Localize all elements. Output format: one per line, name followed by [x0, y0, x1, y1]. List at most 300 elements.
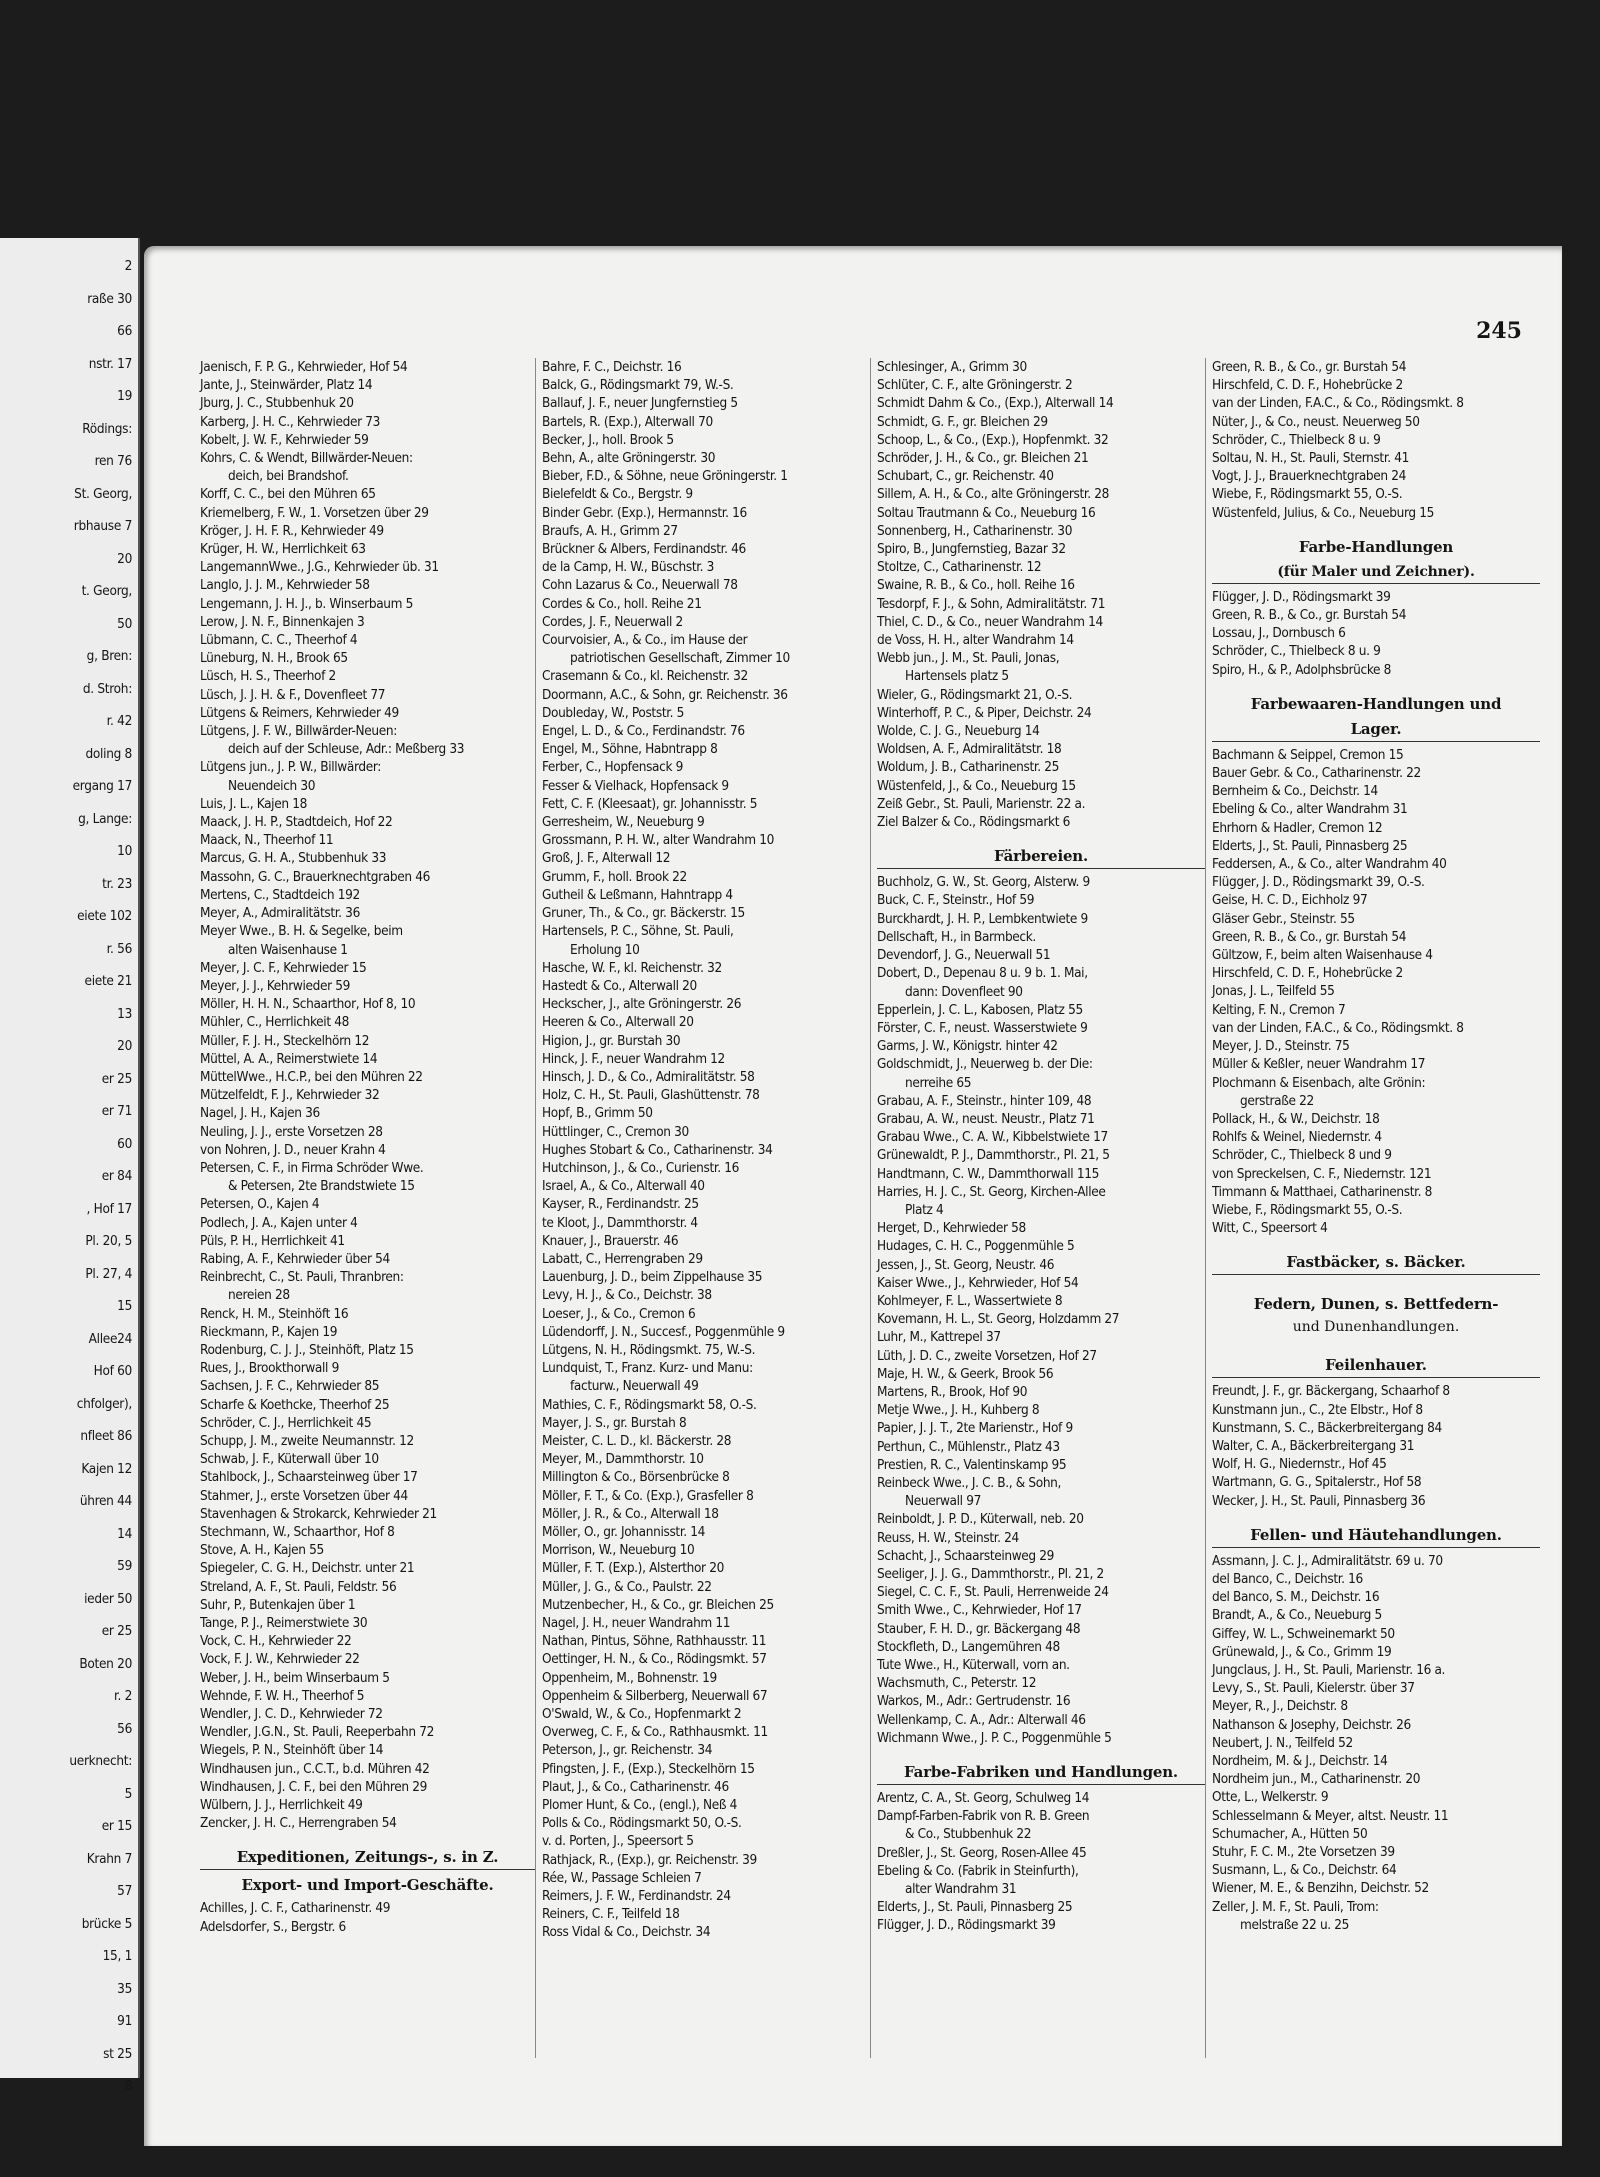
directory-entry-continuation: facturw., Neuerwall 49: [570, 1378, 699, 1395]
directory-entry: Reinboldt, J. P. D., Küterwall, neb. 20: [877, 1511, 1084, 1528]
directory-entry: Wieler, G., Rödingsmarkt 21, O.-S.: [877, 686, 1073, 703]
directory-entry: Meyer, J. D., Steinstr. 75: [1212, 1038, 1350, 1055]
directory-entry: von Spreckelsen, C. F., Niedernstr. 121: [1212, 1165, 1432, 1182]
directory-entry: Maack, J. H. P., Stadtdeich, Hof 22: [200, 814, 393, 831]
left-page-fragment: 10: [117, 843, 132, 859]
left-page-fragment: 19: [117, 388, 132, 404]
directory-entry: Elderts, J., St. Pauli, Pinnasberg 25: [1212, 837, 1408, 854]
directory-entry: Rathjack, R., (Exp.), gr. Reichenstr. 39: [542, 1851, 757, 1868]
directory-entry: Grünewald, J., & Co., Grimm 19: [1212, 1643, 1392, 1660]
directory-entry-continuation: Hartensels platz 5: [905, 668, 1009, 685]
directory-entry: Weber, J. H., beim Winserbaum 5: [200, 1669, 390, 1686]
directory-entry: Schubart, C., gr. Reichenstr. 40: [877, 468, 1054, 485]
directory-entry: Witt, C., Speersort 4: [1212, 1220, 1328, 1237]
left-page-fragment: Hof 60: [93, 1363, 132, 1379]
directory-entry: Plochmann & Eisenbach, alte Grönin:: [1212, 1074, 1426, 1091]
directory-entry-continuation: & Petersen, 2te Brandstwiete 15: [228, 1178, 415, 1195]
left-page-fragment: er 25: [101, 1623, 132, 1639]
directory-entry: Rieckmann, P., Kajen 19: [200, 1323, 338, 1340]
directory-entry: Nathan, Pintus, Söhne, Rathhausstr. 11: [542, 1633, 767, 1650]
left-page-fragment: , Hof 17: [86, 1200, 132, 1217]
column-3: [870, 358, 1205, 2058]
directory-entry: de Voss, H. H., alter Wandrahm 14: [877, 632, 1074, 649]
directory-entry: Warkos, M., Adr.: Gertrudenstr. 16: [877, 1693, 1071, 1710]
directory-entry: Vock, F. J. W., Kehrwieder 22: [200, 1651, 360, 1668]
directory-entry: Mützelfeldt, F. J., Kehrwieder 32: [200, 1087, 380, 1104]
directory-entry: Dreßler, J., St. Georg, Rosen-Allee 45: [877, 1844, 1087, 1861]
directory-entry: Bahre, F. C., Deichstr. 16: [542, 359, 682, 375]
section-gap: [200, 1832, 535, 1842]
directory-entry-continuation: Neuendeich 30: [228, 777, 316, 794]
directory-entry: Wehnde, F. W. H., Theerhof 5: [200, 1687, 365, 1704]
directory-entry: Möller, O., gr. Johannisstr. 14: [542, 1524, 705, 1540]
directory-entry: Meyer, A., Admiralitätstr. 36: [200, 905, 360, 922]
directory-entry: Gruner, Th., & Co., gr. Bäckerstr. 15: [542, 905, 745, 922]
directory-entry: Giffey, W. L., Schweinemarkt 50: [1212, 1625, 1395, 1642]
directory-entry: Peterson, J., gr. Reichenstr. 34: [542, 1742, 713, 1759]
directory-entry: Reinbrecht, C., St. Pauli, Thranbren:: [200, 1269, 404, 1286]
directory-entry: Lüneburg, N. H., Brook 65: [200, 650, 348, 667]
left-page-fragment: 20: [117, 1038, 132, 1054]
directory-entry: Harries, H. J. C., St. Georg, Kirchen-Allee: [877, 1183, 1106, 1200]
directory-entry: Mutzenbecher, H., & Co., gr. Bleichen 25: [542, 1596, 774, 1613]
directory-entry: Wendler, J. C. D., Kehrwieder 72: [200, 1706, 383, 1723]
directory-entry: Wichmann Wwe., J. P. C., Poggenmühle 5: [877, 1729, 1112, 1746]
directory-entry: Kriemelberg, F. W., 1. Vorsetzen über 29: [200, 504, 429, 521]
directory-entry: Jburg, J. C., Stubbenhuk 20: [200, 395, 354, 412]
directory-entry: Wülbern, J. J., Herrlichkeit 49: [200, 1797, 363, 1814]
directory-entry: Soltau Trautmann & Co., Neueburg 16: [877, 504, 1096, 521]
directory-entry: Püls, P. H., Herrlichkeit 41: [200, 1232, 345, 1249]
directory-entry: Cordes, J. F., Neuerwall 2: [542, 613, 683, 630]
left-page-fragment: ieder 50: [84, 1590, 132, 1607]
directory-entry: Metje Wwe., J. H., Kuhberg 8: [877, 1402, 1040, 1419]
directory-entry-continuation: deich, bei Brandshof.: [228, 468, 349, 485]
directory-entry-continuation: Platz 4: [905, 1201, 944, 1218]
left-page-fragment: 15: [117, 1298, 132, 1314]
directory-entry: Flügger, J. D., Rödingsmarkt 39: [877, 1917, 1056, 1934]
directory-entry: Karberg, J. H. C., Kehrwieder 73: [200, 413, 381, 430]
directory-entry: Wüstenfeld, Julius, & Co., Neueburg 15: [1212, 504, 1434, 521]
left-page-fragment: nfleet 86: [80, 1428, 132, 1444]
directory-entry: Tesdorpf, F. J., & Sohn, Admiralitätstr. 71: [877, 595, 1106, 612]
left-page-fragment: brücke 5: [81, 1915, 132, 1932]
left-page-fragment: 56: [117, 1720, 132, 1737]
directory-entry: Reimers, J. F. W., Ferdinandstr. 24: [542, 1888, 731, 1905]
directory-entry: Seeliger, J. J. G., Dammthorstr., Pl. 21, 2: [877, 1566, 1104, 1582]
directory-entry: Woldsen, A. F., Admiralitätstr. 18: [877, 741, 1062, 758]
directory-entry: Schwab, J. F., Küterwall über 10: [200, 1451, 379, 1468]
directory-entry: Hinck, J. F., neuer Wandrahm 12: [542, 1050, 725, 1067]
directory-entry: Stoltze, C., Catharinenstr. 12: [877, 559, 1042, 576]
directory-entry: Webb jun., J. M., St. Pauli, Jonas,: [877, 650, 1060, 667]
left-page-fragment: er 25: [101, 1070, 132, 1087]
directory-entry: Gültzow, F., beim alten Waisenhause 4: [1212, 947, 1433, 964]
directory-entry: Perthun, C., Mühlenstr., Platz 43: [877, 1438, 1060, 1455]
column-2: [535, 358, 870, 2058]
directory-entry: Wiener, M. E., & Benzihn, Deichstr. 52: [1212, 1880, 1429, 1897]
directory-entry: Korff, C. C., bei den Mühren 65: [200, 486, 376, 503]
section-heading: Expeditionen, Zeitungs-, s. in Z.: [200, 1848, 535, 1870]
directory-entry: van der Linden, F.A.C., & Co., Rödingsmkt. 8: [1212, 1019, 1464, 1036]
directory-entry: Otte, L., Welkerstr. 9: [1212, 1789, 1329, 1806]
directory-entry: Polls & Co., Rödingsmarkt 50, O.-S.: [542, 1815, 742, 1832]
directory-entry: Möller, H. H. N., Schaarthor, Hof 8, 10: [200, 996, 416, 1013]
directory-entry: Buck, C. F., Steinstr., Hof 59: [877, 892, 1035, 909]
directory-entry: de la Camp, H. W., Büschstr. 3: [542, 559, 715, 576]
directory-entry: Stuhr, F. C. M., 2te Vorsetzen 39: [1212, 1844, 1395, 1860]
directory-entry: Fesser & Vielhack, Hopfensack 9: [542, 777, 729, 794]
directory-entry: del Banco, C., Deichstr. 16: [1212, 1570, 1363, 1587]
directory-entry: Kohlmeyer, F. L., Wassertwiete 8: [877, 1292, 1063, 1309]
directory-entry: von Nohren, J. D., neuer Krahn 4: [200, 1141, 386, 1158]
directory-entry: Sachsen, J. F. C., Kehrwieder 85: [200, 1378, 380, 1395]
directory-entry: Bieber, F.D., & Söhne, neue Gröningerstr. 1: [542, 468, 788, 485]
directory-entry: Walter, C. A., Bäckerbreitergang 31: [1212, 1437, 1415, 1454]
section-gap: [1212, 1340, 1540, 1350]
directory-entry: Achilles, J. C. F., Catharinenstr. 49: [200, 1900, 391, 1917]
directory-entry: Stauber, F. H. D., gr. Bäckergang 48: [877, 1620, 1081, 1637]
directory-entry: Reuss, H. W., Steinstr. 24: [877, 1529, 1019, 1546]
section-subheading: und Dunenhandlungen.: [1292, 1319, 1460, 1336]
directory-entry: Jessen, J., St. Georg, Neustr. 46: [877, 1256, 1055, 1273]
directory-entry: Luis, J. L., Kajen 18: [200, 795, 307, 812]
directory-entry: Ziel Balzer & Co., Rödingsmarkt 6: [877, 814, 1070, 831]
directory-entry: Hastedt & Co., Alterwall 20: [542, 977, 697, 994]
directory-entry: Reiners, C. F., Teilfeld 18: [542, 1906, 680, 1923]
directory-entry: MüttelWwe., H.C.P., bei den Mühren 22: [200, 1068, 423, 1085]
directory-entry: Maje, H. W., & Geerk, Brook 56: [877, 1365, 1054, 1382]
directory-entry: Müller, J. G., & Co., Paulstr. 22: [542, 1578, 712, 1595]
left-page-fragment: 2: [124, 258, 132, 274]
directory-entry: Martens, R., Brook, Hof 90: [877, 1383, 1028, 1400]
directory-entry: Lossau, J., Dornbusch 6: [1212, 625, 1346, 642]
directory-columns: [200, 358, 1542, 2058]
directory-entry: Stahmer, J., erste Vorsetzen über 44: [200, 1487, 408, 1504]
directory-entry: Wüstenfeld, J., & Co., Neueburg 15: [877, 777, 1076, 794]
directory-entry: Herget, D., Kehrwieder 58: [877, 1220, 1026, 1237]
directory-entry: Kaiser Wwe., J., Kehrwieder, Hof 54: [877, 1274, 1079, 1291]
directory-entry: Mayer, J. S., gr. Burstah 8: [542, 1414, 687, 1431]
left-page-fragment: r. 42: [106, 713, 132, 729]
directory-entry: Adelsdorfer, S., Bergstr. 6: [200, 1918, 346, 1935]
directory-entry: Schlüter, C. F., alte Gröningerstr. 2: [877, 377, 1073, 394]
directory-entry: Sillem, A. H., & Co., alte Gröningerstr. 28: [877, 486, 1110, 503]
directory-entry: Lauenburg, J. D., beim Zippelhause 35: [542, 1269, 763, 1286]
directory-entry: Jante, J., Steinwärder, Platz 14: [200, 377, 373, 394]
directory-entry: Garms, J. W., Königstr. hinter 42: [877, 1038, 1058, 1055]
left-page-fragment: 8: [124, 2078, 132, 2094]
directory-entry-continuation: nereien 28: [228, 1287, 290, 1304]
directory-entry: Becker, J., holl. Brook 5: [542, 431, 674, 448]
directory-entry: Nordheim jun., M., Catharinenstr. 20: [1212, 1771, 1421, 1788]
directory-entry: Siegel, C. C. F., St. Pauli, Herrenweide 24: [877, 1584, 1109, 1601]
directory-entry: Freundt, J. F., gr. Bäckergang, Schaarhof 8: [1212, 1383, 1450, 1400]
directory-entry: Rée, W., Passage Schleien 7: [542, 1869, 702, 1886]
directory-entry: Assmann, J. C. J., Admiralitätstr. 69 u. 70: [1212, 1552, 1443, 1569]
directory-entry: Fett, C. F. (Kleesaat), gr. Johannisstr. 5: [542, 795, 758, 812]
section-heading: Färbereien.: [877, 847, 1205, 869]
directory-entry: Bielefeldt & Co., Bergstr. 9: [542, 486, 693, 503]
left-page-fragment: 5: [124, 1785, 132, 1802]
directory-entry: Schmidt Dahm & Co., (Exp.), Alterwall 14: [877, 395, 1114, 412]
directory-entry: Ebeling & Co., alter Wandrahm 31: [1212, 801, 1408, 818]
directory-entry: Grumm, F., holl. Brook 22: [542, 868, 687, 885]
left-page-fragment: st 25: [103, 2045, 132, 2062]
directory-entry: Jonas, J. L., Teilfeld 55: [1212, 983, 1335, 1000]
left-page-fragment: r. 56: [106, 940, 132, 957]
directory-entry: Cordes & Co., holl. Reihe 21: [542, 595, 702, 612]
directory-entry: Lundquist, T., Franz. Kurz- und Manu:: [542, 1360, 753, 1377]
directory-entry: Morrison, W., Neueburg 10: [542, 1542, 695, 1559]
directory-entry: Zeiß Gebr., St. Pauli, Marienstr. 22 a.: [877, 795, 1086, 812]
directory-entry: Heckscher, J., alte Gröningerstr. 26: [542, 996, 742, 1013]
directory-entry: Knauer, J., Brauerstr. 46: [542, 1232, 679, 1249]
directory-entry: Geise, H. C. D., Eichholz 97: [1212, 892, 1368, 909]
directory-entry: Hirschfeld, C. D. F., Hohebrücke 2: [1212, 965, 1403, 982]
directory-entry: Windhausen, J. C. F., bei den Mühren 29: [200, 1778, 427, 1795]
left-page-fragment: er 71: [101, 1103, 132, 1119]
directory-entry: Hartensels, P. C., Söhne, St. Pauli,: [542, 923, 734, 940]
directory-entry: Lüsch, H. S., Theerhof 2: [200, 668, 336, 685]
left-page-fragment: uerknecht:: [69, 1753, 132, 1769]
directory-entry: Wendler, J.G.N., St. Pauli, Reeperbahn 72: [200, 1724, 434, 1741]
section-heading: Fastbäcker, s. Bäcker.: [1212, 1253, 1540, 1275]
directory-entry: Oettinger, H. N., & Co., Rödingsmkt. 57: [542, 1651, 767, 1668]
directory-entry: Brückner & Albers, Ferdinandstr. 46: [542, 541, 746, 558]
left-page-fragment: Krahn 7: [86, 1850, 132, 1867]
directory-entry: Kröger, J. H. F. R., Kehrwieder 49: [200, 522, 384, 539]
directory-entry: Lerow, J. N. F., Binnenkajen 3: [200, 613, 365, 630]
section-heading: Fellen- und Häutehandlungen.: [1212, 1526, 1540, 1548]
left-page-fragment: 59: [117, 1558, 132, 1574]
directory-entry: Jungclaus, J. H., St. Pauli, Marienstr. 16 a.: [1212, 1661, 1446, 1678]
directory-entry: Zencker, J. H. C., Herrengraben 54: [200, 1815, 397, 1832]
directory-entry: del Banco, S. M., Deichstr. 16: [1212, 1589, 1380, 1606]
directory-entry: Holz, C. H., St. Pauli, Glashüttenstr. 78: [542, 1087, 760, 1104]
directory-entry: Rues, J., Brookthorwall 9: [200, 1360, 339, 1377]
section-gap: [1212, 1510, 1540, 1520]
section-gap: [1212, 1237, 1540, 1247]
directory-entry: Green, R. B., & Co., gr. Burstah 54: [1212, 607, 1407, 624]
directory-entry: Elderts, J., St. Pauli, Pinnasberg 25: [877, 1899, 1073, 1916]
directory-entry: Grabau, A. W., neust. Neustr., Platz 71: [877, 1110, 1095, 1127]
directory-entry: Mertens, C., Stadtdeich 192: [200, 886, 360, 903]
directory-entry: Mathies, C. F., Rödingsmarkt 58, O.-S.: [542, 1396, 757, 1413]
directory-entry: Ross Vidal & Co., Deichstr. 34: [542, 1924, 711, 1941]
left-page-fragment: 15, 1: [102, 1948, 132, 1964]
directory-entry: Plaut, J., & Co., Catharinenstr. 46: [542, 1778, 729, 1795]
left-page-fragment: nstr. 17: [88, 355, 132, 372]
directory-entry: Braufs, A. H., Grimm 27: [542, 522, 678, 539]
left-page-fragment: tr. 23: [102, 875, 132, 892]
directory-entry: Wachsmuth, C., Peterstr. 12: [877, 1675, 1037, 1692]
directory-entry: Podlech, J. A., Kajen unter 4: [200, 1214, 358, 1231]
directory-entry: Binder Gebr. (Exp.), Hermannstr. 16: [542, 504, 747, 521]
directory-entry: Soltau, N. H., St. Pauli, Sternstr. 41: [1212, 450, 1409, 467]
directory-entry: Stechmann, W., Schaarthor, Hof 8: [200, 1524, 395, 1540]
directory-entry: Stockfleth, D., Langemühren 48: [877, 1638, 1060, 1655]
directory-entry: Grabau, A. F., Steinstr., hinter 109, 48: [877, 1092, 1092, 1109]
directory-entry: Kobelt, J. W. F., Kehrwieder 59: [200, 431, 369, 448]
directory-entry: Lüsch, J. J. H. & F., Dovenfleet 77: [200, 686, 386, 703]
directory-entry: Meyer, R., J., Deichstr. 8: [1212, 1698, 1348, 1715]
directory-entry: Schlesselmann & Meyer, altst. Neustr. 11: [1212, 1807, 1449, 1824]
directory-entry: Ebeling & Co. (Fabrik in Steinfurth),: [877, 1862, 1079, 1879]
left-page-fragment: Boten 20: [79, 1655, 132, 1672]
directory-entry: Oppenheim, M., Bohnenstr. 19: [542, 1669, 717, 1686]
directory-entry: Plomer Hunt, & Co., (engl.), Neß 4: [542, 1797, 738, 1814]
directory-entry: Petersen, O., Kajen 4: [200, 1196, 320, 1213]
directory-entry: Kelting, F. N., Cremon 7: [1212, 1001, 1346, 1018]
directory-entry: Labatt, C., Herrengraben 29: [542, 1250, 703, 1267]
directory-entry: Rohlfs & Weinel, Niedernstr. 4: [1212, 1129, 1382, 1146]
directory-entry: Spiro, H., & P., Adolphsbrücke 8: [1212, 661, 1392, 678]
directory-entry: Kunstmann jun., C., 2te Elbstr., Hof 8: [1212, 1401, 1423, 1418]
section-heading: Federn, Dunen, s. Bettfedern-: [1253, 1295, 1499, 1314]
directory-entry: Winterhoff, P. C., & Piper, Deichstr. 24: [877, 704, 1092, 721]
directory-entry: Nordheim, M. & J., Deichstr. 14: [1212, 1752, 1388, 1769]
directory-entry: Bartels, R. (Exp.), Alterwall 70: [542, 413, 713, 430]
directory-entry-continuation: alter Wandrahm 31: [905, 1881, 1017, 1898]
directory-entry: Susmann, L., & Co., Deichstr. 64: [1212, 1862, 1397, 1879]
section-heading: Lager.: [1212, 720, 1540, 742]
directory-entry: Schröder, C., Thielbeck 8 u. 9: [1212, 643, 1381, 660]
directory-entry: Streland, A. F., St. Pauli, Feldstr. 56: [200, 1578, 397, 1595]
left-page-fragment: raße 30: [87, 290, 132, 307]
directory-entry: Kovemann, H. L., St. Georg, Holzdamm 27: [877, 1311, 1120, 1328]
left-page-fragment: 14: [117, 1525, 132, 1542]
left-page-fragment: g, Lange:: [78, 810, 132, 827]
left-page-fragment: er 84: [101, 1168, 132, 1184]
directory-entry: Arentz, C. A., St. Georg, Schulweg 14: [877, 1790, 1090, 1807]
directory-entry: Förster, C. F., neust. Wasserstwiete 9: [877, 1019, 1088, 1036]
directory-entry-continuation: dann: Dovenfleet 90: [905, 983, 1023, 1000]
directory-entry: Müller, F. T. (Exp.), Alsterthor 20: [542, 1560, 724, 1577]
directory-entry: LangemannWwe., J.G., Kehrwieder üb. 31: [200, 559, 439, 576]
directory-entry: Dobert, D., Depenau 8 u. 9 b. 1. Mai,: [877, 965, 1088, 982]
directory-entry: Scharfe & Koethcke, Theerhof 25: [200, 1396, 390, 1413]
directory-entry-continuation: patriotischen Gesellschaft, Zimmer 10: [570, 650, 790, 667]
directory-entry: Courvoisier, A., & Co., im Hause der: [542, 632, 748, 649]
directory-entry: Kayser, R., Ferdinandstr. 25: [542, 1196, 699, 1213]
directory-entry-continuation: Erholung 10: [570, 941, 640, 958]
directory-entry: Cohn Lazarus & Co., Neuerwall 78: [542, 577, 738, 594]
directory-entry-continuation: deich auf der Schleuse, Adr.: Meßberg 33: [228, 741, 465, 758]
section-heading: Farbe-Fabriken und Handlungen.: [877, 1763, 1205, 1785]
directory-entry: Brandt, A., & Co., Neueburg 5: [1212, 1607, 1382, 1624]
left-page-fragment: Allee24: [88, 1330, 132, 1347]
directory-entry: Schröder, J. H., & Co., gr. Bleichen 21: [877, 450, 1089, 467]
left-page-fragment: eiete 102: [77, 908, 132, 924]
directory-entry: Schumacher, A., Hütten 50: [1212, 1825, 1368, 1842]
directory-entry: Reinbeck Wwe., J. C. B., & Sohn,: [877, 1474, 1062, 1491]
directory-entry: Hasche, W. F., kl. Reichenstr. 32: [542, 959, 722, 976]
left-page-margin: [0, 238, 140, 2094]
directory-entry: Doubleday, W., Poststr. 5: [542, 704, 685, 721]
left-page-fragment: Kajen 12: [81, 1460, 132, 1477]
directory-entry: Hinsch, J. D., & Co., Admiralitätstr. 58: [542, 1068, 755, 1085]
directory-entry: Wolde, C. J. G., Neueburg 14: [877, 723, 1040, 740]
directory-entry: Stahlbock, J., Schaarsteinweg über 17: [200, 1469, 418, 1486]
directory-entry: Wiebe, F., Rödingsmarkt 55, O.-S.: [1212, 1201, 1403, 1218]
directory-entry: Handtmann, C. W., Dammthorwall 115: [877, 1165, 1099, 1182]
directory-entry: Hutchinson, J., & Co., Curienstr. 16: [542, 1159, 740, 1176]
directory-entry: Schoop, L., & Co., (Exp.), Hopfenmkt. 32: [877, 431, 1109, 448]
left-page-fragment: eiete 21: [84, 973, 132, 989]
directory-entry: Zeller, J. M. F., St. Pauli, Trom:: [1212, 1898, 1379, 1915]
directory-entry: Lütgens, N. H., Rödingsmkt. 75, W.-S.: [542, 1341, 756, 1358]
directory-entry: Schröder, C. J., Herrlichkeit 45: [200, 1414, 372, 1431]
directory-entry: Nüter, J., & Co., neust. Neuerweg 50: [1212, 413, 1420, 430]
directory-entry: Mühler, C., Herrlichkeit 48: [200, 1014, 349, 1031]
directory-entry: Schacht, J., Schaarsteinweg 29: [877, 1547, 1055, 1564]
directory-entry: Vock, C. H., Kehrwieder 22: [200, 1633, 352, 1650]
directory-entry: Wellenkamp, C. A., Adr.: Alterwall 46: [877, 1711, 1086, 1728]
left-page-fragment: 50: [117, 615, 132, 632]
directory-entry: Dellschaft, H., in Barmbeck.: [877, 928, 1036, 945]
directory-entry: Möller, J. R., & Co., Alterwall 18: [542, 1505, 719, 1522]
directory-entry: Grünewaldt, P. J., Dammthorstr., Pl. 21, 5: [877, 1147, 1110, 1164]
directory-entry: Green, R. B., & Co., gr. Burstah 54: [1212, 359, 1407, 375]
directory-entry: Ehrhorn & Hadler, Cremon 12: [1212, 819, 1383, 836]
directory-entry: Neuling, J. J., erste Vorsetzen 28: [200, 1123, 383, 1140]
directory-entry: O'Swald, W., & Co., Hopfenmarkt 2: [542, 1706, 742, 1723]
directory-entry: Tute Wwe., H., Küterwall, vorn an.: [877, 1657, 1070, 1674]
section-heading: Farbe-Handlungen: [1298, 537, 1454, 556]
directory-entry-continuation: nerreihe 65: [905, 1074, 972, 1091]
left-page-fragment: er 15: [101, 1818, 132, 1834]
directory-entry: Hüttlinger, C., Cremon 30: [542, 1123, 689, 1140]
directory-entry-continuation: & Co., Stubbenhuk 22: [905, 1826, 1032, 1843]
directory-entry: Heeren & Co., Alterwall 20: [542, 1014, 694, 1031]
directory-entry: Doormann, A.C., & Sohn, gr. Reichenstr. 36: [542, 686, 788, 703]
section-gap: [877, 831, 1205, 841]
directory-entry: Jaenisch, F. P. G., Kehrwieder, Hof 54: [200, 359, 408, 375]
directory-entry: Tange, P. J., Reimerstwiete 30: [200, 1615, 368, 1632]
left-page-fragment: Pl. 20, 5: [85, 1233, 132, 1249]
directory-entry: te Kloot, J., Dammthorstr. 4: [542, 1214, 698, 1231]
directory-entry: Krüger, H. W., Herrlichkeit 63: [200, 541, 366, 558]
directory-entry: Loeser, J., & Co., Cremon 6: [542, 1305, 696, 1322]
directory-entry: Schmidt, G. F., gr. Bleichen 29: [877, 413, 1048, 430]
left-page-fragment: ühren 44: [79, 1493, 132, 1509]
directory-entry: Devendorf, J. G., Neuerwall 51: [877, 947, 1051, 964]
left-page-fragment: rbhause 7: [73, 518, 132, 534]
directory-entry: Pollack, H., & W., Deichstr. 18: [1212, 1110, 1380, 1127]
directory-entry: Sonnenberg, H., Catharinenstr. 30: [877, 522, 1073, 539]
directory-entry: Meyer Wwe., B. H. & Segelke, beim: [200, 923, 403, 940]
directory-entry: Dampf-Farben-Fabrik von R. B. Green: [877, 1808, 1090, 1825]
directory-entry: Overweg, C. F., & Co., Rathhausmkt. 11: [542, 1724, 768, 1741]
section-gap: [1212, 522, 1540, 532]
left-page-fragment: 13: [117, 1005, 132, 1022]
section-gap: [877, 1747, 1205, 1757]
directory-entry: Windhausen jun., C.C.T., b.d. Mühren 42: [200, 1760, 430, 1777]
directory-entry: v. d. Porten, J., Speersort 5: [542, 1833, 694, 1850]
directory-entry: Rodenburg, C. J. J., Steinhöft, Platz 15: [200, 1341, 414, 1358]
directory-entry: Lengemann, J. H. J., b. Winserbaum 5: [200, 595, 413, 612]
directory-entry: Feddersen, A., & Co., alter Wandrahm 40: [1212, 856, 1447, 873]
directory-entry: Rabing, A. F., Kehrwieder über 54: [200, 1250, 390, 1267]
section-subheading: (für Maler und Zeichner).: [1212, 563, 1540, 584]
directory-entry: Müller, F. J. H., Steckelhörn 12: [200, 1032, 370, 1049]
directory-entry: Lütgens jun., J. P. W., Billwärder:: [200, 759, 382, 776]
left-page-fragment: g, Bren:: [86, 648, 132, 664]
directory-entry: Spiegeler, C. G. H., Deichstr. unter 21: [200, 1560, 415, 1577]
directory-entry: Langlo, J. J. M., Kehrwieder 58: [200, 577, 370, 594]
directory-entry: Hopf, B., Grimm 50: [542, 1105, 653, 1122]
